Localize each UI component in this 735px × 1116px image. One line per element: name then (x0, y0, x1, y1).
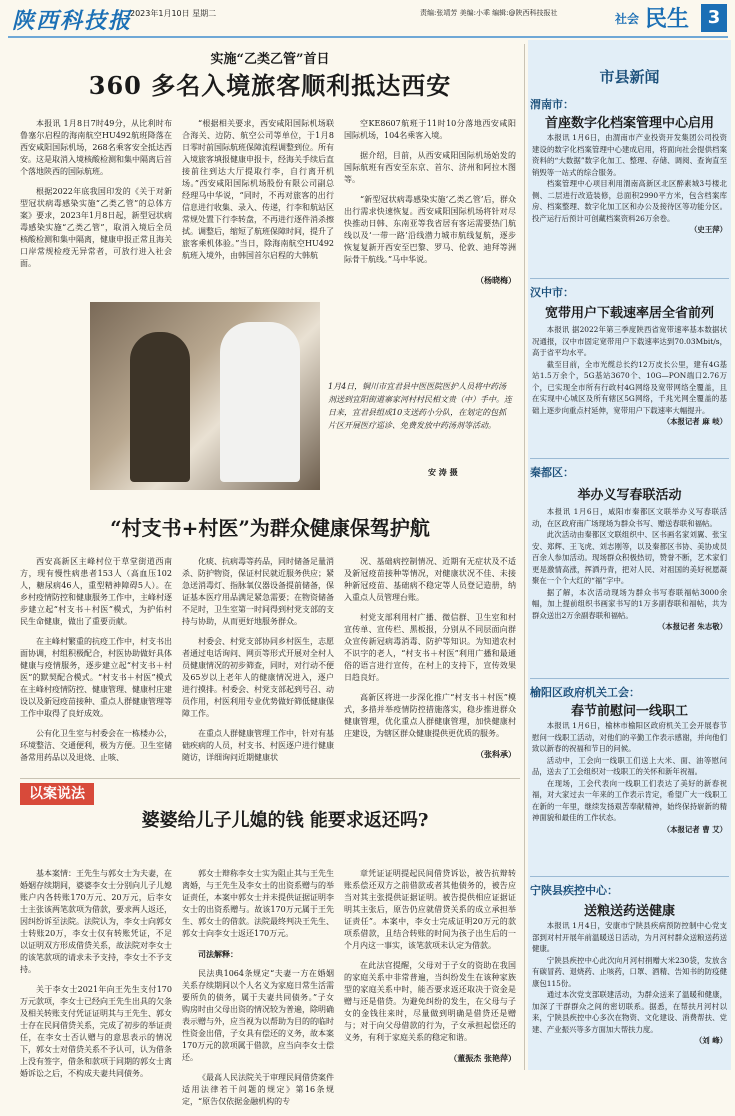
sidebar-item-title: 举办义写春联活动 (577, 488, 682, 503)
paragraph: 此次活动由秦都区文联组织中、区书画名家刘翼、张宝安、郑辉、王飞虎、刘志刚等，以及秦都区书协、美协成员百余人参加活动。现场群众积极热切，赞誉不断，艺术家们更是激情高涨，挥洒丹青，把对人民、对祖国的美好祝愿凝聚在一个个大红的“福”字中。 (532, 530, 727, 585)
paragraph: 西安高新区主峰村位于草堂街道西南方，现有慢性病患者153人（高血压102人，糖尿病46人，重型精神障碍5人）。在乡村疫情防控和健康服务工作中，主峰村逐步建立起“村支书＋村医”模式，为护佑村民生命健康，做出了重要贡献。 (20, 557, 172, 626)
sidebar-item-body (532, 324, 727, 428)
column-divider (524, 44, 525, 1070)
sidebar-item-body (532, 720, 727, 835)
masthead-rule (8, 36, 728, 38)
divider (530, 678, 729, 679)
paragraph: 截至目前，全市光缆总长约12万皮长公里，建有4G基站1.5万余个，5G基站3670个、10G—PON端口2.76万个，已实现全市所有行政村4G网络及宽带网络全覆盖，且在实现中心城区及所有辖区5G网络，千兆光网全覆盖的基础上逐步向重点村延伸，宽带用户下载速率大幅提升。 (532, 359, 727, 415)
photo-doctor-figure (220, 322, 300, 482)
section-label-big: 民生 (645, 7, 690, 32)
divider (530, 458, 729, 459)
paragraph: “新型冠状病毒感染实施‘乙类乙管’后，群众出行需求快速恢复。西安咸阳国际机场将针对尽快推动日韩、东南亚等我省居有客运需要热门航线以及‘一带一路’沿线潜力城市航线复航，逐步恢复复新开西安至巴黎、罗马、伦敦、迪拜等洲际骨干航线。”马中华说。 (344, 195, 516, 264)
paragraph: 本报讯 1月6日，榆林市榆阳区政府机关工会开展春节慰问一线职工活动，对他们的辛勤工作表示感谢，并向他们致以新春的祝福和节日的问候。 (532, 721, 727, 753)
article2-headline: “村支书+村医”为群众健康保驾护航 (110, 516, 430, 540)
article1-column-2 (182, 110, 334, 270)
photo-villager-figure (130, 332, 190, 482)
sidebar-item-byline: （本报记者 麻 岐） (662, 417, 727, 426)
article1-column-3 (344, 110, 516, 294)
sidebar-item-region: 秦都区： (530, 466, 574, 479)
article1-column-1 (20, 110, 172, 278)
paragraph: 空KE8607航班于11时10分落地西安咸阳国际机场，104名乘客入境。 (344, 119, 516, 140)
article2-byline: （张科承） (476, 749, 516, 759)
paragraph: 据介绍，目前，从西安咸阳国际机场始发的国际航班有西安至东京、首尔、济州和阿拉木图等。 (344, 151, 516, 184)
paragraph: 在现场，工会代表向一线职工们表达了美好的新春祝福，对大家过去一年来的工作表示肯定，希望广大一线职工在新的一年里，继续发扬艰苦奉献精神，始终保持崭新的精神面貌和最佳的工作状态。 (532, 778, 727, 822)
article2-column-2 (182, 548, 334, 772)
column-tag: 以案说法 (20, 783, 94, 805)
paragraph: 高新区将进一步深化推广“村支书＋村医”模式，多措并举疫情防控措施落实，稳步推进群众健康管理，优化重点人群健康管理，加快健康村庄建设，为辖区群众健康提供更优质的服务。 (344, 693, 516, 738)
divider (530, 278, 729, 279)
editor-credits: 责编:张靖芳 美编:小乖 编辑:@陕西科技报社 (420, 9, 558, 17)
article2-column-1 (20, 548, 172, 772)
sidebar-item-region: 渭南市： (530, 98, 574, 111)
divider (20, 778, 520, 779)
paper-logo: 陕西科技报 (12, 8, 133, 34)
paragraph: 村委会、村党支部协同乡村医生，志愿者通过电话询问、网页等形式开展对全村人员健康情况的初步筛查，同时，对行动不便及65岁以上老年人的健康情况进入，逐户进行摸排。村委会、村党支部起到号召、动员作用，村医利用专业优势做好筛低健康保障工作。 (182, 637, 334, 718)
issue-date: 2023年1月10日 星期二 (130, 9, 217, 18)
paragraph: 本报讯 1月8日7时49分，从比利时布鲁塞尔启程的海南航空HU492航班降落在西安咸阳国际机场，268名乘客安全抵达西安。这是取消入境核酸检测和集中隔离后首个落地陕西的国际航班。 (20, 119, 172, 176)
paragraph: 本报讯 1月6日，由渭南市产业投资开发集团公司投资建设的数字化档案管理中心建成启用，将面向社会提供档案资料的“大数据”数字化加工、整理、存储、调阅、查询直至销毁等一站式的综合服务。 (532, 133, 727, 177)
article1-headline: 360 多名入境旅客顺利抵达西安 (88, 71, 452, 100)
sidebar-item-byline: （本报记者 朱志敬） (657, 622, 727, 631)
photo-caption: 1月4日，铜川市宜君县中医医院医护人员将中药汤剂送到宜阳街道寨家河村村民相文贵（中）手中。连日来，宜君县组成10支送药小分队，在划定的包抓片区开展医疗巡诊、免费发放中药汤剂等活动。 (328, 382, 512, 430)
sidebar-item-region: 榆阳区政府机关工会： (530, 686, 640, 699)
divider (530, 876, 729, 877)
article2-column-3 (344, 548, 516, 768)
article3-byline: （董振杰 张艳萍） (449, 1053, 516, 1063)
paragraph: 公有化卫生室与村委会在一栋楼办公，环境整洁、交通便利，极为方便。卫生室储备常用药品以及退烧、止咳、 (20, 729, 172, 762)
paragraph: 本报讯 据2022年第三季度陕西省宽带速率基本数据状况通报，汉中市固定宽带用户下载速率达到70.03Mbit/s，高于省平均水平。 (532, 325, 727, 357)
paragraph: 在重点人群健康管理工作中，针对有基础疾病的人员，村支书、村医逐户进行健康随访，详细询问近期健康状 (182, 729, 334, 762)
sidebar-item-byline: （史王萍） (690, 225, 727, 234)
article3-column-3 (344, 860, 516, 1072)
paragraph: 根据2022年底我国印发的《关于对新型冠状病毒感染实施“乙类乙管”的总体方案》要求，2023年1月8日起，新型冠状病毒感染实施“乙类乙管”，取消入境后全员核酸检测和集中隔离，健康申报正常且海关口岸常规检疫无异常者，可放行进入社会面。 (20, 187, 172, 268)
section-label-small: 社会 (615, 12, 640, 26)
photo-credit: 安 涛 摄 (428, 467, 458, 477)
sidebar-item-region: 汉中市： (530, 286, 574, 299)
sidebar-item-byline: （刘 峰） (694, 1036, 727, 1045)
sidebar-item-body (532, 506, 727, 633)
sidebar-item-title: 首座数字化档案管理中心启用 (544, 116, 714, 131)
paragraph: “根据相关要求，西安咸阳国际机场联合海关、边防、航空公司等单位，于1月8日零时前国际航班保障流程调整到位。所有入境旅客填报健康申报卡，经海关手续后直接前往到达大厅提取行李，自行离开机场。”西安咸阳国际机场股份有限公司副总经理马中华说，“同时，不再对旅客的出行信息进行收集、录入、传递，行李和航站区常规处置下行李转盘，不再进行逐件消杀擦拭。调整后，缩短了航班保障时间，提升了旅客乘机体验。”当日，除海南航空HU492航班入境外，由韩国首尔启程的大韩航 (182, 119, 334, 260)
paragraph: 《最高人民法院关于审理民间借贷案件适用法律若干问题的规定》第16条规定，“原告仅依据金融机构的专 (182, 1073, 334, 1106)
page-number: 3 (701, 4, 727, 32)
paragraph: 在此法官提醒，父母对于子女的资助在我国的家庭关系中非常普遍，当纠纷发生在该种家族型的家庭关系中时，能否要求返还取决于资金是赠与还是借贷。为避免纠纷的发生，在父母与子女的金钱往来时，尽量做到明确是借贷还是赠与；对于向父母借款的行为，子女承担起偿还的义务，有利于家庭关系的稳定和谐。 (344, 961, 516, 1042)
paragraph: 活动中，工会向一线职工们送上大米、面、油等慰问品，送去了工会组织对一线职工的关怀和新年祝福。 (532, 755, 727, 776)
paragraph: 本报讯 1月4日，安康市宁陕县疾病预防控制中心党支部到对村开展年前温暖送日活动，为月河村群众送粮送药送健康。 (532, 921, 727, 953)
paragraph: 在主峰村繁重的抗疫工作中，村支书出面协调，村组积极配合，村医协助做好具体健康与疫情服务，逐步建立起“村支书＋村医”的默契配合模式。“村支书＋村医”模式在主峰村疫情防控、健康管理、健康村庄建设以及新冠疫苗接种、重点人群健康管理等工作中取得了良好成效。 (20, 637, 172, 718)
sidebar-item-title: 春节前慰问一线职工 (570, 704, 688, 719)
sidebar-item-region: 宁陕县疾控中心： (530, 884, 618, 897)
sidebar-item-byline: （本报记者 曹 艾） (662, 824, 727, 834)
paragraph: 郭女士辩称李女士实为阻止其与王先生离婚，与王先生及李女士的出资系赠与的举证责任，本案中郭女士并未提供证据证明李女士的出资系赠与。故该170万元属于王先生、郭女士的借款。法院最终判决王先生、郭女士向李女士返还170万元。 (182, 869, 334, 938)
paragraph: 据了解，本次活动现场为群众书写春联福帖3000余幅，加上提前组织书画家书写的1万多副春联和福帖，共为群众送出2万余副春联和福帖。 (532, 587, 727, 620)
article1-byline: （杨晓梅） (476, 275, 516, 285)
article3-column-1 (20, 860, 172, 1088)
sidebar-item-title: 送粮送药送健康 (583, 904, 675, 919)
paragraph: 档案管理中心项目利用渭南高新区北区醉素城3号楼北侧、二层进行改造装修，总面积2990平方米，包含档案库房、档案整理、数字化加工区和办公及接待区等功能分区。投产运行后预计可创藏档案资料26万余卷。 (532, 179, 727, 223)
paragraph: 本报讯 1月6日，咸阳市秦都区文联举办义写春联活动，在区政府南广场现场为群众书写、赠送春联和福帖。 (532, 507, 727, 528)
paragraph: 章凭证证明提起民间借贷诉讼，被告抗辩转账系偿还双方之前借款或者其他债务的，被告应当对其主张提供证据证明。被告提供相应证据证明其主张后，原告仍应就借贷关系的成立承担举证责任”。本案中，李女士完成证明20万元的款项系借款，且结合转账的时间为孩子出生后的一个月内这一事实，该笔款项未认定为借款。 (344, 869, 516, 950)
paragraph: 化痰、抗病毒等药品，同时储备足量消杀、防护物资，保证村民就近服务供应；紧急送消毒灯、指脉氧仪器设备提前储备，保证基本医疗用品满足紧急需要；在物资储备不足时，卫生室第一时间得到村党支部的支持与协助，从而更好地服务群众。 (182, 557, 334, 626)
article3-column-2 (182, 860, 334, 1116)
news-photo (90, 302, 320, 490)
paragraph: 宁陕县疾控中心此次向月河村捐赠大米230袋，发放含有碳冒药、退烧药、止咳药，口罩、酒精、告知书的防疫健康包115份。 (532, 955, 727, 988)
paragraph: 基本案情：王先生与郭女士为夫妻，在婚姻存续期间，婆婆李女士分别向儿子儿媳账户内各转账170万元、20万元，后李女士主张该两笔款项为借款，要求两人返还，因纠纷诉至法院。法院认为，李女士向郭女士转账20万，李女士仅有转账凭证，不足以证明双方形成借贷关系，故法院对李女士的该笔款项的请求未予支持，李女士不予支持。 (20, 869, 172, 974)
sidebar-item-body (532, 132, 727, 236)
paragraph: 关于李女士2021年向王先生支付170万元款项，李女士已经向王先生出具的欠条及相关转账支付凭证证明其与王先生、郭女士存在民间借贷关系，完成了初步的举证责任，在李女士否认赠与的意思表示的情况下，郭女士对借贷关系不予认可，认为借条上没有签字，借条和款项于同期的郭女士离婚诉讼之后，不构成夫妻共同债务。 (20, 985, 172, 1078)
paragraph: 通过本次党支部联建活动，为群众送来了温暖和健康，加深了干群群众之间的密切联系。据悉，在帮扶月河村以来，宁陕县疾控中心多次在物资、文化建设、消费帮扶、党建、产业振兴等多方面加大帮扶力度。 (532, 990, 727, 1034)
paragraph: 况、基础病控制情况、近期有无症状及不适及新冠疫苗接种等情况，对健康状况不佳、未接种新冠疫苗、基础病不稳定等人员登记造册，纳入重点人员管理台账。 (344, 557, 516, 602)
article3-headline: 婆婆给儿子儿媳的钱 能要求返还吗? (141, 810, 429, 831)
sidebar-header: 市县新闻 (599, 68, 660, 86)
article1-kicker: 实施“乙类乙管”首日 (210, 52, 330, 67)
paragraph: 村党支部利用村广播、微信群、卫生室和村宣传单、宣传栏、黑板报，分别从不同层面向群众宣传新冠病毒消毒、防护等知识。为知道农村不识字的老人，“村支书＋村医”利用广播和最通俗的语言进行宣传，在村上的支持下，宣传效果日趋良好。 (344, 613, 516, 682)
sidebar-item-title: 宽带用户下载速率居全省前列 (544, 306, 714, 321)
paragraph: 司法解释： (198, 949, 238, 959)
paragraph: 民法典1064条规定“夫妻一方在婚姻关系存续期间以个人名义为家庭日常生活需要所负的债务，属于夫妻共同债务。”子女购房时由父母出资的情况较为普遍，除明确表示赠与外，应当视为以帮助为目的的临时性资金出借，子女具有偿还的义务，故本案170万元的款项属于借款，应当向李女士偿还。 (182, 969, 334, 1062)
sidebar-item-body (532, 920, 727, 1047)
